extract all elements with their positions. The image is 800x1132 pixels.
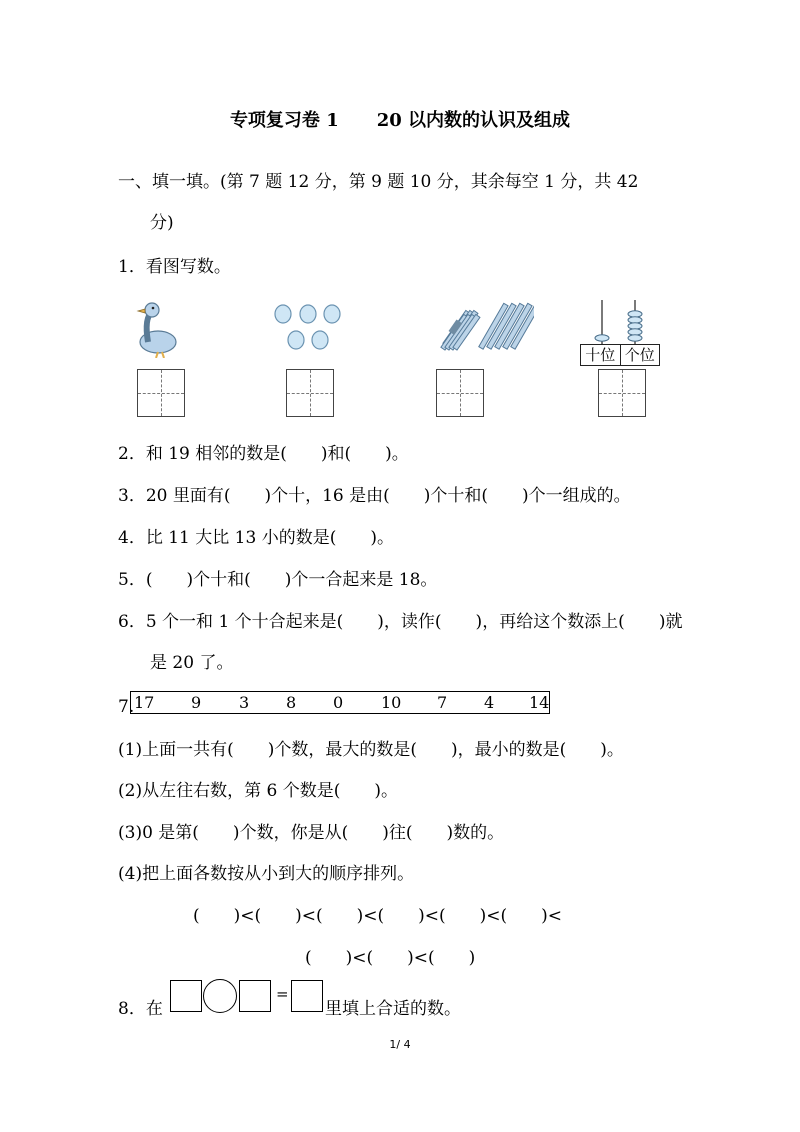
question-7-part-2: (2)从左往右数，第 6 个数是( )。 (118, 781, 398, 801)
sequence-number: 17 (134, 693, 155, 712)
question-7-part-3: (3)0 是第( )个数，你是从( )往( )数的。 (118, 823, 505, 843)
sequence-number: 4 (484, 693, 495, 712)
question-5: 5．( )个十和( )个一合起来是 18。 (118, 570, 438, 590)
sequence-number: 8 (286, 693, 297, 712)
abacus-label-ones: 个位 (624, 346, 655, 364)
equation-box[interactable] (239, 980, 271, 1012)
order-line-2: ( )<( )<( ) (305, 948, 476, 968)
sequence-number: 9 (191, 693, 202, 712)
answer-box-2[interactable] (286, 369, 334, 417)
question-1: 1．看图写数。 (118, 257, 231, 277)
question-2: 2．和 19 相邻的数是( )和( )。 (118, 444, 409, 464)
title-right: 20 以内数的认识及组成 (376, 110, 571, 131)
title-left: 专项复习卷 1 (229, 110, 339, 131)
order-line-1: ( )<( )<( )<( )<( )<( )< (193, 906, 563, 926)
sequence-number: 10 (381, 693, 402, 712)
equation-circle[interactable] (203, 979, 237, 1013)
question-8-suffix: 里填上合适的数。 (325, 999, 461, 1019)
answer-box-1[interactable] (137, 369, 185, 417)
question-7-part-1: (1)上面一共有( )个数，最大的数是( )，最小的数是( )。 (118, 740, 624, 760)
balls-image (272, 303, 344, 353)
sticks-image (434, 300, 534, 356)
question-6: 6．5 个一和 1 个十合起来是( )，读作( )，再给这个数添上( )就 (118, 612, 683, 632)
sequence-number: 3 (239, 693, 250, 712)
equation-equals: = (276, 985, 289, 1003)
equation-box[interactable] (291, 980, 323, 1012)
answer-box-3[interactable] (436, 369, 484, 417)
page-title (0, 106, 800, 132)
question-6-cont: 是 20 了。 (150, 653, 234, 673)
question-7-part-4: (4)把上面各数按从小到大的顺序排列。 (118, 864, 415, 884)
sequence-number: 14 (529, 693, 550, 712)
goose-image (134, 298, 180, 358)
abacus-label-tens: 十位 (581, 345, 621, 365)
question-4: 4．比 11 大比 13 小的数是( )。 (118, 528, 394, 548)
page-number: 1/ 4 (389, 1038, 411, 1051)
sequence-number: 7 (437, 693, 448, 712)
section1-heading: 一、填一填。(第 7 题 12 分，第 9 题 10 分，其余每空 1 分，共 42 (118, 172, 639, 192)
section1-heading-cont: 分) (150, 213, 174, 233)
equation-box[interactable] (170, 980, 202, 1012)
answer-box-4[interactable] (598, 369, 646, 417)
question-3: 3．20 里面有( )个十，16 是由( )个十和( )个一组成的。 (118, 486, 631, 506)
number-sequence-box (130, 691, 550, 714)
question-8-prefix: 8．在 (118, 999, 163, 1019)
sequence-number: 0 (333, 693, 344, 712)
abacus (580, 298, 660, 368)
question-7-number: 7. (118, 697, 135, 717)
abacus-rods-image (580, 298, 660, 344)
